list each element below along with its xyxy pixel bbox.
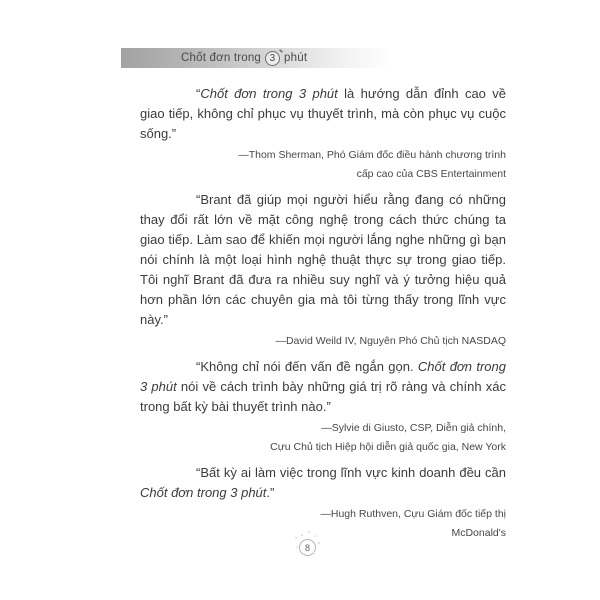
header-gradient-bar <box>121 48 392 68</box>
header-title-number: 3 <box>269 52 276 64</box>
running-header-title <box>181 51 307 66</box>
page-number-badge <box>299 539 316 556</box>
quote-text <box>140 357 506 417</box>
quote-book-title-italic: Chốt đơn trong 3 phút <box>140 359 506 394</box>
quote-book-title-italic: Chốt đơn trong 3 phút <box>140 485 267 500</box>
testimonial-block-2 <box>140 190 506 351</box>
attribution-line-1: —Sylvie di Giusto, CSP, Diễn giả chính, <box>321 422 506 434</box>
testimonial-block-4 <box>140 463 506 543</box>
attribution <box>140 332 506 351</box>
attribution <box>140 505 506 543</box>
attribution <box>140 419 506 457</box>
testimonial-block-1 <box>140 84 506 184</box>
quote-post: là hướng dẫn đỉnh cao về giao tiếp, không chỉ phục vụ thuyết trình, mà còn phục vụ cuộc sống.” <box>140 86 507 141</box>
quote-text <box>140 463 506 503</box>
page-number: 8 <box>304 542 310 553</box>
quote-book-title-italic: Chốt đơn trong 3 phút <box>200 86 338 101</box>
attribution-line-2: Cựu Chủ tịch Hiệp hội diễn giả quốc gia, New York <box>270 441 506 453</box>
header-title-suffix: phút <box>284 52 308 64</box>
testimonial-block-3 <box>140 357 506 457</box>
attribution-line-1: —Hugh Ruthven, Cựu Giám đốc tiếp thị <box>320 508 506 520</box>
quote-pre: “Bất kỳ ai làm việc trong lĩnh vực kinh doanh đều cần <box>196 465 506 480</box>
attribution-line-1: —David Weild IV, Nguyên Phó Chủ tịch NASDAQ <box>275 335 506 347</box>
attribution-line-1: —Thom Sherman, Phó Giám đốc điều hành chương trình <box>238 149 506 161</box>
quote-pre: “Không chỉ nói đến vấn đề ngắn gọn. <box>196 359 418 374</box>
quote-pre: “Brant đã giúp mọi người hiểu rằng đang có những thay đổi rất lớn về mặt công nghệ trong cách thức chúng ta giao tiếp. Làm sao để khiến mọi người lắng nghe những gì bạn nói chính là một loại hình nghệ thuật thực sự trong giao tiếp. Tôi nghĩ Brant đã đưa ra nhiều suy nghĩ và ý tưởng hiệu quả hơn phần lớn các chuyên gia mà tôi từng thấy trong lĩnh vực này.” <box>140 192 506 327</box>
quote-post: .” <box>266 485 275 500</box>
quote-text <box>140 190 506 330</box>
testimonials-column <box>140 84 506 549</box>
attribution <box>140 146 506 184</box>
quote-post: nói về cách trình bày những giá trị rõ ràng và chính xác trong bất kỳ bài thuyết trình nào.” <box>140 379 506 414</box>
header-title-prefix: Chốt đơn trong <box>181 52 262 64</box>
quote-pre: “ <box>196 86 201 101</box>
quote-text <box>140 84 506 144</box>
attribution-line-2: cấp cao của CBS Entertainment <box>356 168 506 180</box>
attribution-line-2: McDonald's <box>451 527 506 539</box>
three-minute-badge-icon <box>265 51 280 66</box>
